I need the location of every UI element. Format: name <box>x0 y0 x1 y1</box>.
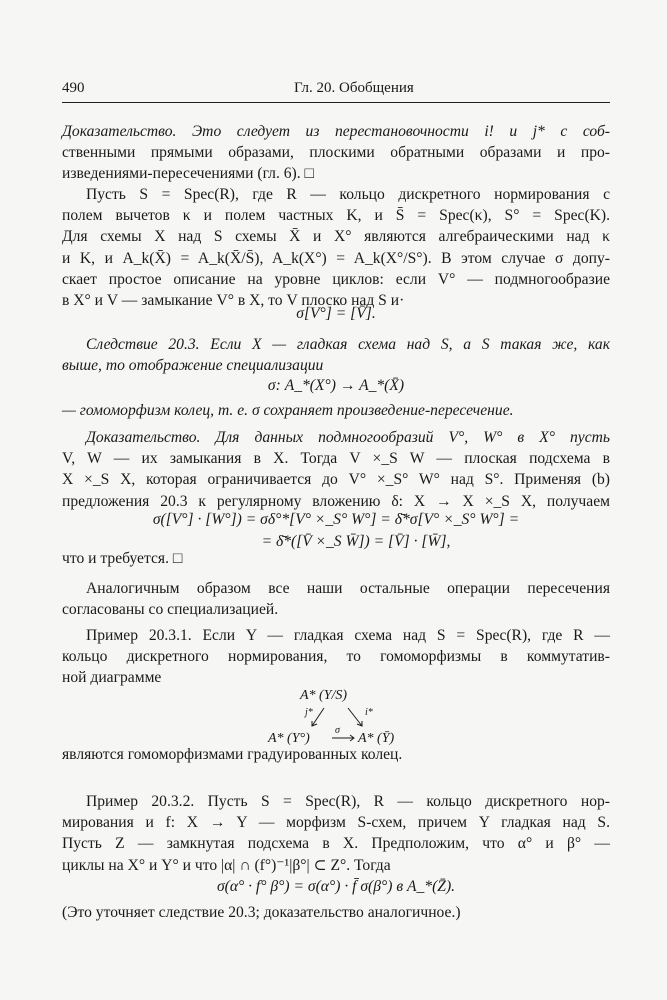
text-line: Доказательство. Это следует из перестановочности i! и j* с соб- <box>62 123 610 140</box>
chapter-title: Гл. 20. Обобщения <box>294 80 414 96</box>
paragraph-spec <box>62 184 610 311</box>
example-20-3-2 <box>62 791 610 876</box>
text-line: скает простое описание на уровне циклов: если V° — подмногообразие <box>62 270 610 288</box>
proof-end <box>62 548 610 569</box>
text-line: мирования и f: X → Y — морфизм S-схем, причем Y гладкая над S. <box>62 814 610 832</box>
text-line: в X° и V — замыкание V° в X, то V плоско над S и· <box>62 292 405 310</box>
formula-example-2: σ(α° · f° β°) = σ(α°) · f̄ σ(β°) в A_*(Z̄). <box>216 878 456 895</box>
text-line: Пример 20.3.2. Пусть S = Spec(R), R — кольцо дискретного нор- <box>86 793 610 810</box>
text-line: что и требуется. □ <box>62 550 183 567</box>
corollary-line: выше, то отображение специализации <box>62 357 324 375</box>
arrow-i-line <box>348 708 362 726</box>
text-line: являются гомоморфизмами градуированных колец. <box>62 746 403 763</box>
header-rule <box>62 102 610 103</box>
text-line: и K, и A_k(X̄) = A_k(X̄/S̄), A_k(X°) = A_k(X°/S°). В этом случае σ допу- <box>62 249 610 267</box>
diagram-label-left: j* <box>305 707 313 718</box>
example-20-3-1 <box>62 625 610 689</box>
corollary-conclusion <box>62 400 610 421</box>
text-line: Аналогичным образом все наши остальные операции пересечения <box>86 580 610 597</box>
text-line: Для схемы X над S схемы X̄ и X° являются алгебраическими над κ <box>62 228 610 246</box>
diagram-top-node: A* (Y/S) <box>300 688 348 703</box>
text-line: Пусть S = Spec(R), где R — кольцо дискретного нормирования с <box>86 186 610 203</box>
diagram-arrows <box>292 700 395 746</box>
text-line: X ×_S X, которая ограничивается до V° ×_S° W° над S°. Применяя (b) <box>62 471 610 489</box>
example-2-note <box>62 902 610 923</box>
corollary-20-3 <box>62 334 610 376</box>
page-number: 490 <box>62 80 85 96</box>
paragraph-analogous <box>62 578 610 620</box>
running-header <box>62 80 610 102</box>
text-line: Доказательство. Для данных подмногообразий V°, W° в X° пусть <box>86 429 610 446</box>
text-line: ственными прямыми образами, плоскими обратными образами и про- <box>62 144 610 162</box>
formula-line-1: σ([V°] · [W°]) = σδ°*[V° ×_S° W°] = δ̄*σ[V° ×_S° W°] = <box>152 511 520 528</box>
text-line: (Это уточняет следствие 20.3; доказательство аналогичное.) <box>62 904 461 921</box>
example-1-end <box>62 744 610 765</box>
formula-specialization-map: σ: A_*(X°) → A_*(X̄) <box>267 377 405 394</box>
text-line: циклы на X° и Y° и что |α| ∩ (f°)⁻¹|β°| ⊂ Z°. Тогда <box>62 856 391 874</box>
diagram-label-bottom: σ <box>335 725 340 736</box>
diagram-left-node: A* (Y°) <box>268 731 310 746</box>
diagram-right-node: A* (Ȳ) <box>358 731 395 746</box>
formula-sigma-cycle: σ[V°] = [V̄]. <box>296 305 376 322</box>
text-line: предложения 20.3 к регулярному вложению δ: X → X ×_S X, получаем <box>62 492 610 510</box>
text-line: ной диаграмме <box>62 669 162 687</box>
text-line: изведениями-пересечениями (гл. 6). □ <box>62 165 314 183</box>
text-line: — гомоморфизм колец, т. е. σ сохраняет произведение-пересечение. <box>62 402 514 419</box>
text-line: V, W — их замыкания в X. Тогда V ×_S W — плоская подсхема в <box>62 450 610 468</box>
text-line: кольцо дискретного нормирования, то гомоморфизмы в коммутатив- <box>62 648 610 666</box>
text-line: согласованы со специализацией. <box>62 601 279 619</box>
diagram-label-right: i* <box>365 707 373 718</box>
text-line: Пример 20.3.1. Если Y — гладкая схема над S = Spec(R), где R — <box>86 627 610 644</box>
text-line: полем вычетов κ и полем частных K, и S̄ = Spec(κ), S° = Spec(K). <box>62 207 610 225</box>
formula-line-2: = δ̄*([V̄ ×_S W̄]) = [V̄] · [W̄], <box>261 533 451 550</box>
proof-paragraph-2 <box>62 427 610 512</box>
corollary-line: Следствие 20.3. Если X — гладкая схема над S, а S такая же, как <box>86 336 610 353</box>
arrow-j-line <box>312 708 324 726</box>
proof-paragraph-1 <box>62 121 610 185</box>
text-line: Пусть Z — замкнутая подсхема в X. Предположим, что α° и β° — <box>62 835 610 853</box>
